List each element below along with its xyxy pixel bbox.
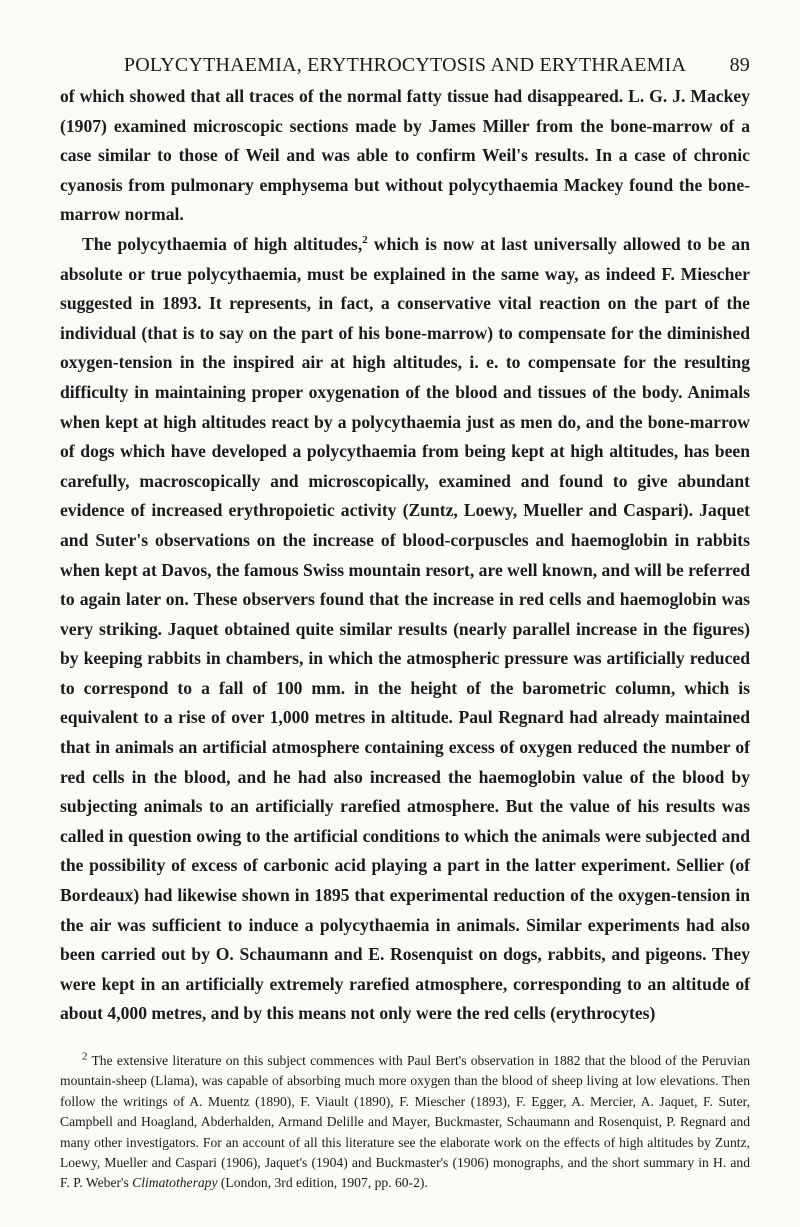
paragraph-2-rest: which is now at last universally allowed to be an absolute or true polycythaemia, must be explained in the same way, as indeed F. Miescher suggested in 1893. It represents, in fact, a conservative vital reaction on the part of the individual (that is to say on the part of his bone-marrow) to compensate for the diminished oxygen-tension in the inspired air at high altitudes, i. e. to compensate for the resulting difficulty in maintaining proper oxygenation of the blood and tissues of the body. Animals when kept at high altitudes react by a polycythaemia just as men do, and the bone-marrow of dogs which have developed a polycythaemia from being kept at high altitudes, has been carefully, macroscopically and microscopically, examined and found to give abundant evidence of increased erythropoietic activity (Zuntz, Loewy, Mueller and Caspari). Jaquet and Suter's observations on the increase of blood-corpuscles and haemoglobin in rabbits when kept at Davos, the famous Swiss mountain resort, are well known, and will be referred to again later on. These observers found that the increase in red cells and haemoglobin was very striking. Jaquet obtained quite similar results (nearly parallel increase in the figures) by keeping rabbits in chambers, in which the atmospheric pressure was artificially reduced to correspond to a fall of 100 mm. in the height of the barometric column, which is equivalent to a rise of over 1,000 metres in altitude. Paul Regnard had already maintained that in animals an artificial atmosphere containing excess of oxygen reduced the number of red cells in the blood, and he had also increased the haemoglobin value of the blood by subjecting animals to an artificially rarefied atmosphere. But the value of his results was called in question owing to the artificial conditions to which the animals were subjected and the possibility of excess of carbonic acid playing a part in the latter experiment. Sellier (of Bordeaux) had likewise shown in 1895 that experimental reduction of the oxygen-tension in the air was sufficient to induce a polycythaemia in animals. Similar experiments had also been carried out by O. Schaumann and E. Rosenquist on dogs, rabbits, and pigeons. They were kept in an artificially extremely rarefied atmosphere, corresponding to an altitude of about 4,000 metres, and by this means not only were the red cells (erythrocytes) — [60, 233, 750, 1024]
page-number: 89 — [729, 54, 750, 76]
paragraph-2-start: The polycythaemia of high altitudes, — [82, 233, 363, 254]
body-paragraph-2 — [60, 230, 750, 1029]
footnote-marker: 2 — [82, 1050, 88, 1063]
body-paragraph-1: of which showed that all traces of the normal fatty tissue had disappeared. L. G. J. Mackey (1907) examined microscopic sections made by James Miller from the bone-marrow of a case similar to those of Weil and was able to confirm Weil's results. In a case of chronic cyanosis from pulmonary emphysema but without polycythaemia Mackey found the bone-marrow normal. — [60, 86, 750, 225]
footnote-2 — [60, 1051, 750, 1194]
book-page — [60, 48, 750, 1194]
footnote-book-title: Climatotherapy — [132, 1175, 218, 1191]
footnote-text-2: (London, 3rd edition, 1907, pp. 60-2). — [217, 1175, 428, 1191]
footnote-text-1: The extensive literature on this subject commences with Paul Bert's observation in 1882 that the blood of the Peruvian mountain-sheep (Llama), was capable of absorbing much more oxygen than the blood of sheep living at low elevations. Then follow the writings of A. Muentz (1890), F. Viault (1890), F. Miescher (1893), F. Egger, A. Mercier, A. Jaquet, F. Suter, Campbell and Hoagland, Abderhalden, Armand Delille and Mayer, Buckmaster, Schaumann and Rosenquist, P. Regnard and many other investigators. For an account of all this literature see the elaborate work on the effects of high altitudes by Zuntz, Loewy, Mueller and Caspari (1906), Jaquet's (1904) and Buckmaster's (1906) monographs, and the short summary in H. and F. P. Weber's — [60, 1053, 750, 1191]
footnotes — [60, 1051, 750, 1194]
main-text — [60, 82, 750, 1029]
running-title: POLYCYTHAEMIA, ERYTHROCYTOSIS AND ERYTHRAEMIA — [123, 54, 687, 76]
footnote-reference: 2 — [362, 234, 368, 247]
running-head — [60, 48, 750, 82]
